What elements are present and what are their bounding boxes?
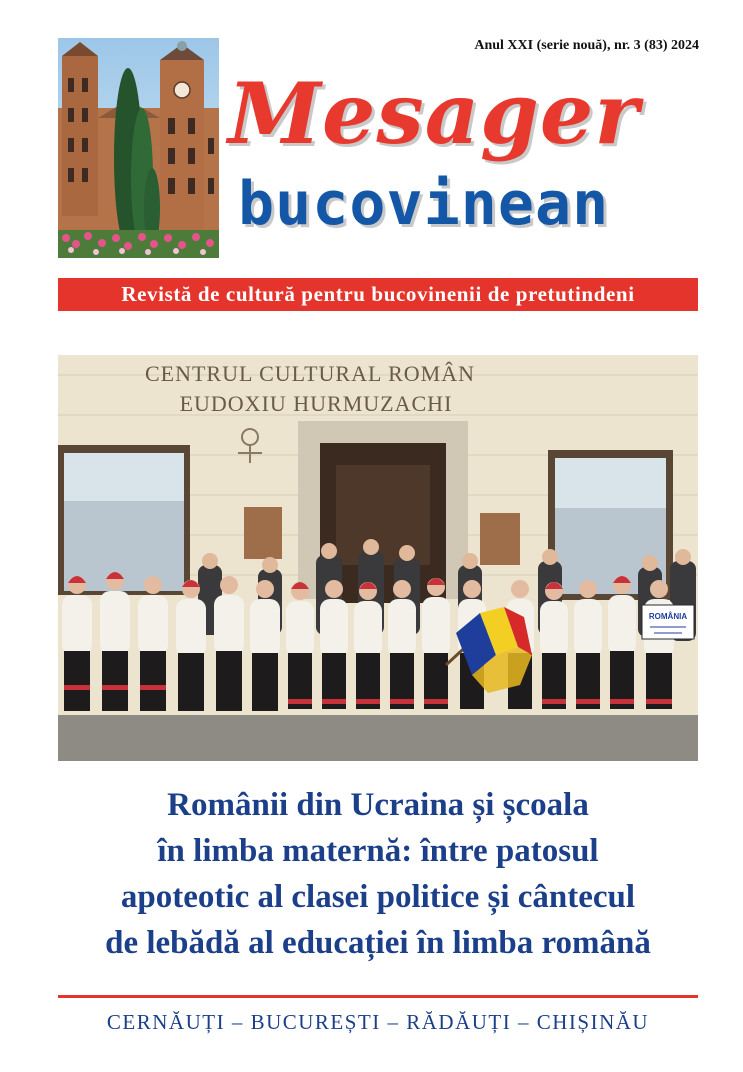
group-photo (58, 355, 698, 761)
headline-line: Românii din Ucraina și școala (167, 787, 589, 823)
headline-line: de lebădă al educației în limba română (105, 925, 651, 961)
magazine-title-line-1: Mesager (228, 64, 640, 163)
headline (40, 782, 716, 966)
cities-footer: CERNĂUȚI – BUCUREȘTI – RĂDĂUȚI – CHIȘINĂU (106, 1010, 650, 1034)
sign-line-2: EUDOXIU HURMUZACHI (179, 391, 453, 416)
tagline: Revistă de cultură pentru bucovinenii de pretutindeni (121, 282, 635, 306)
sign-line-1: CENTRUL CULTURAL ROMÂN (144, 361, 476, 386)
headline-line: în limba maternă: între patosul (157, 833, 599, 869)
headline-line: apoteotic al clasei politice și cântecul (120, 879, 636, 915)
placard-text: ROMÂNIA (648, 612, 688, 621)
magazine-title-line-2: bucovinean (238, 169, 610, 239)
issue-info: Anul XXI (serie nouă), nr. 3 (83) 2024 (474, 38, 699, 53)
tagline-band (58, 278, 698, 311)
building-photo (58, 38, 219, 258)
divider (58, 995, 698, 998)
